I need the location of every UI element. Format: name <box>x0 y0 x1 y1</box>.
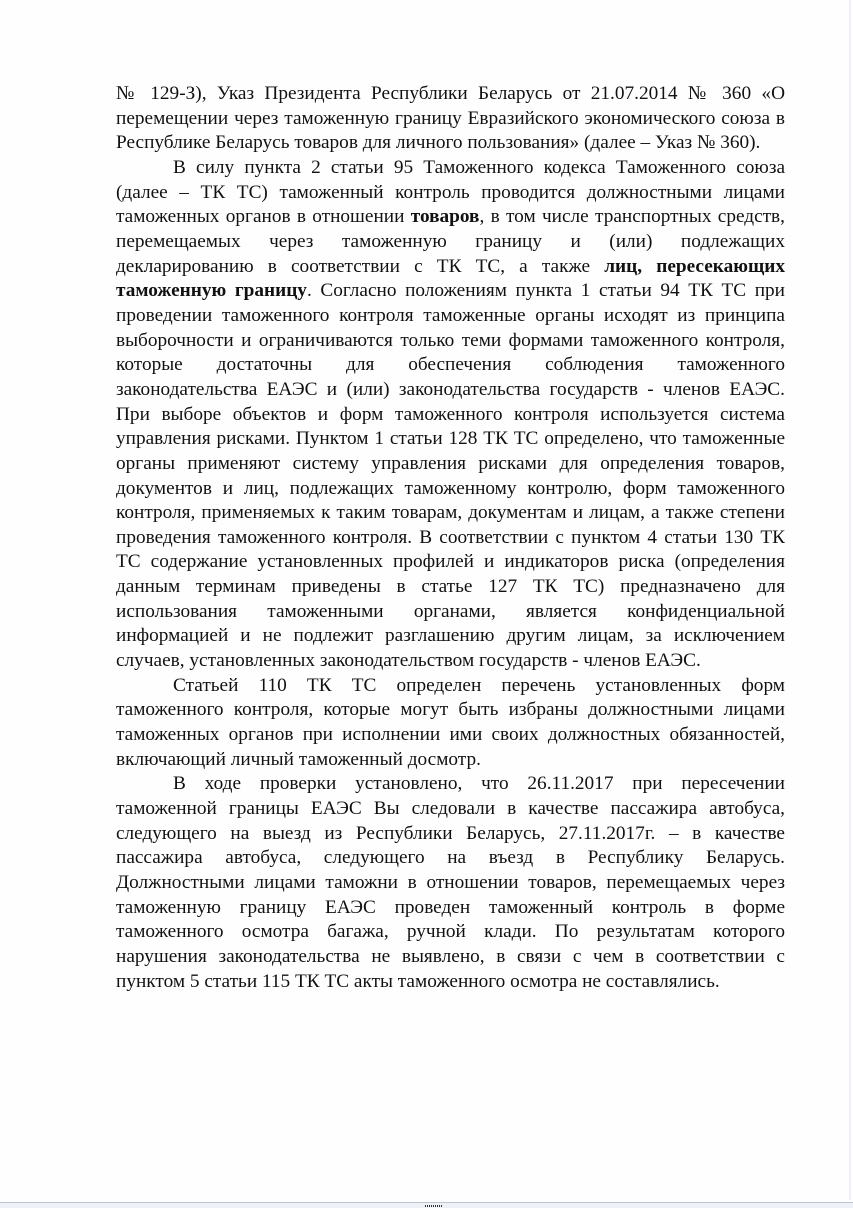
paragraph-article-110 <box>116 674 785 773</box>
paragraph-customs-control-basis <box>116 156 785 674</box>
text-segment: № 129-З), Указ Президента Республики Беларусь от 21.07.2014 № 360 «О перемещении через таможенную границу Евразийского экономического союза в Республике Беларусь товаров для личного пользования» (далее – Указ № 360). <box>116 83 785 154</box>
paragraph-decree-reference <box>116 82 785 156</box>
vertical-scrollbar-track[interactable] <box>849 0 851 1200</box>
bold-term-persons: лиц, пересекающих таможенную границу <box>116 255 785 302</box>
document-body <box>116 82 785 994</box>
text-segment: . Согласно положениям пункта 1 статьи 94 ТК ТС при проведении таможенного контроля таможенные органы исходят из принципа выборочности и ограничиваются только теми формами таможенного контроля, которые достаточны для обеспечения соблюдения таможенного законодательства ЕАЭС и (или) законодательства государств - членов ЕАЭС. При выборе объектов и форм таможенного контроля используется система управления рисками. Пунктом 1 статьи 128 ТК ТС определено, что таможенные органы применяют систему управления рисками для определения товаров, документов и лиц, подлежащих таможенному контролю, форм таможенного контроля, применяемых к таким товарам, документам и лицам, а также степени проведения таможенного контроля. В соответствии с пунктом 4 статьи 130 ТК ТС содержание установленных профилей и индикаторов риска (определения данным терминам приведены в статье 127 ТК ТС) предназначено для использования таможенными органами, является конфиденциальной информацией и не подлежит разглашению другим лицам, за исключением случаев, установленных законодательством государств - членов ЕАЭС. <box>116 280 785 672</box>
paragraph-inspection-findings <box>116 772 785 994</box>
bold-term-goods: товаров <box>410 206 480 228</box>
text-segment: , в том числе транспортных средств, перемещаемых через таможенную границу и (или) подлежащих декларированию в соответствии с ТК ТС, а также <box>116 206 785 277</box>
page-splitter[interactable] <box>0 1202 853 1208</box>
text-segment: В ходе проверки установлено, что 26.11.2017 при пересечении таможенной границы ЕАЭС Вы следовали в качестве пассажира автобуса, следующего на выезд из Республики Беларусь, 27.11.2017г. – в качестве пассажира автобуса, следующего на въезд в Республику Беларусь. Должностными лицами таможни в отношении товаров, перемещаемых через таможенную границу ЕАЭС проведен таможенный контроль в форме таможенного осмотра багажа, ручной клади. По результатам которого нарушения законодательства не выявлено, в связи с чем в соответствии с пунктом 5 статьи 115 ТК ТС акты таможенного осмотра не составлялись. <box>116 773 785 992</box>
text-segment: В силу пункта 2 статьи 95 Таможенного кодекса Таможенного союза (далее – ТК ТС) таможенный контроль проводится должностными лицами таможенных органов в отношении <box>116 156 785 228</box>
text-segment: Статьей 110 ТК ТС определен перечень установленных форм таможенного контроля, которые могут быть избраны должностными лицами таможенных органов при исполнении ими своих должностных обязанностей, включающий личный таможенный досмотр. <box>116 674 785 770</box>
